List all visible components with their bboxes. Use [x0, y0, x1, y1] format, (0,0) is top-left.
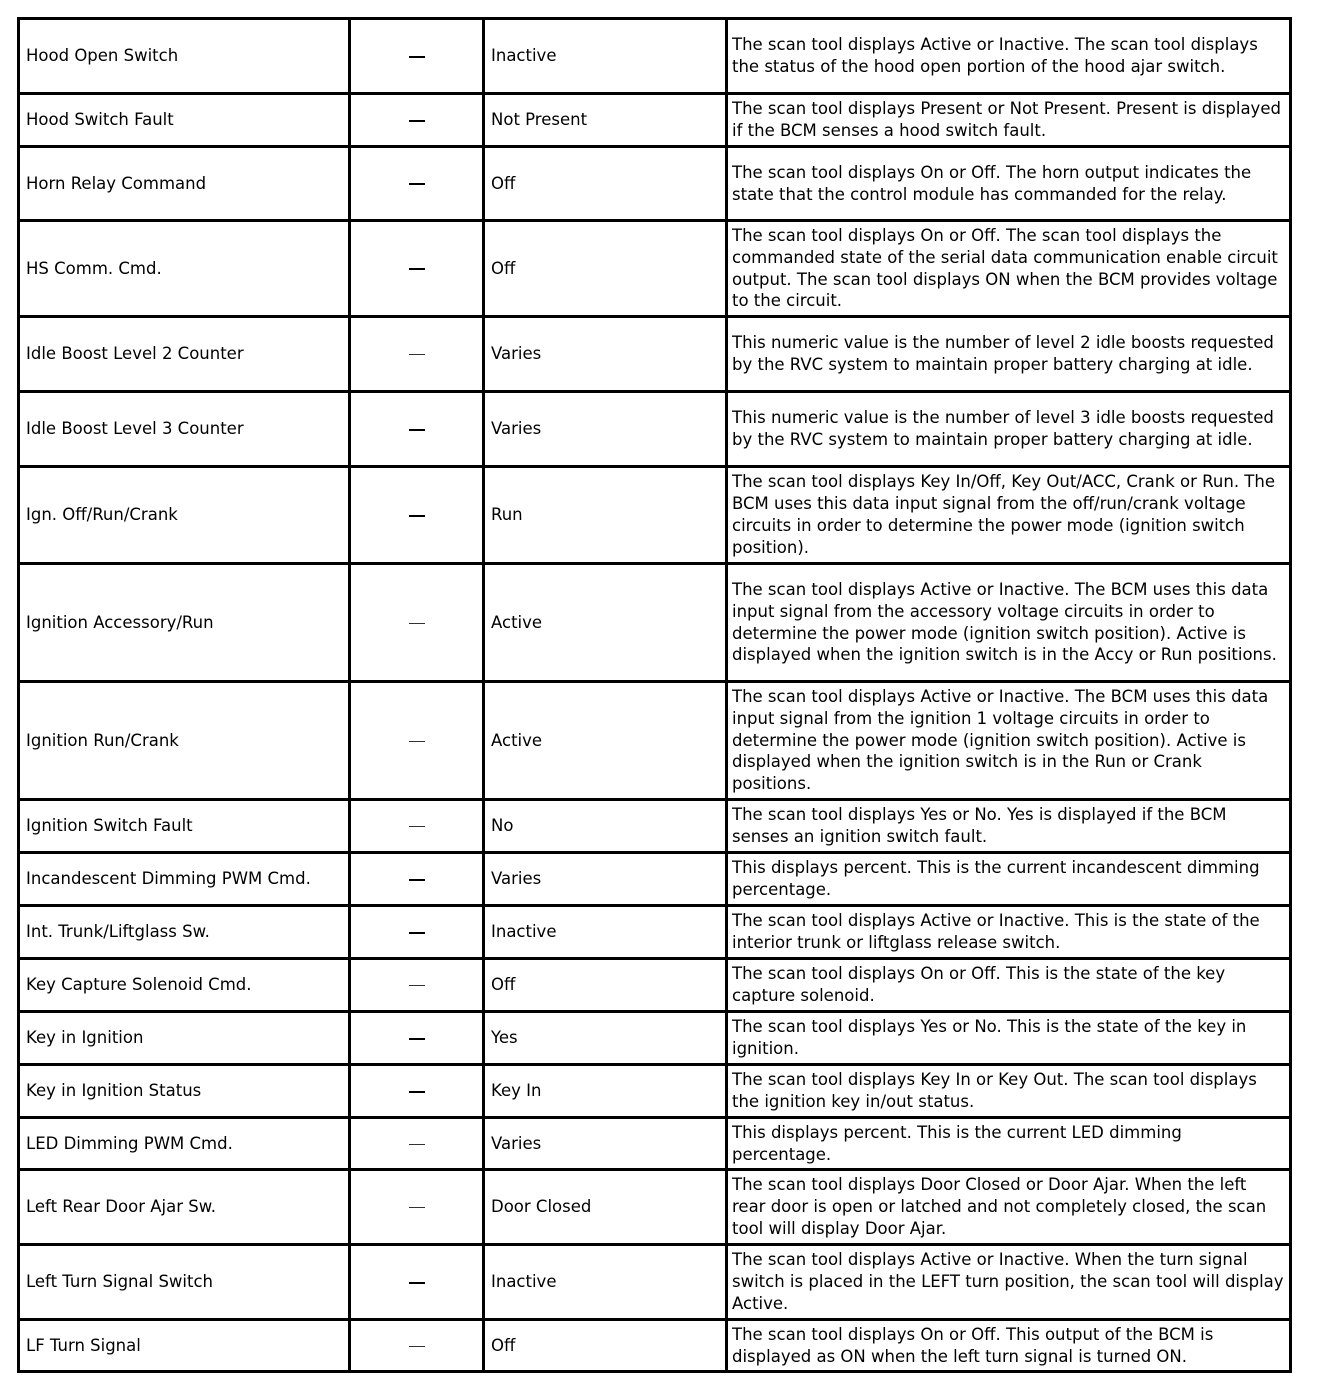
typical-value: Off [484, 221, 727, 317]
dash-icon [409, 1282, 425, 1284]
units-cell [350, 1118, 484, 1170]
parameter-name: LED Dimming PWM Cmd. [19, 1118, 350, 1170]
units-cell [350, 1320, 484, 1372]
description: The scan tool displays Active or Inactive. The scan tool displays the status of the hood open portion of the hood ajar switch. [727, 19, 1291, 94]
typical-value: Run [484, 467, 727, 564]
table-row [19, 1118, 1291, 1170]
typical-value: Yes [484, 1012, 727, 1065]
description: The scan tool displays On or Off. This output of the BCM is displayed as ON when the left turn signal is turned ON. [727, 1320, 1291, 1372]
description: The scan tool displays On or Off. The scan tool displays the commanded state of the serial data communication enable circuit output. The scan tool displays ON when the BCM provides voltage to the circuit. [727, 221, 1291, 317]
description: This numeric value is the number of level 3 idle boosts requested by the RVC system to maintain proper battery charging at idle. [727, 392, 1291, 467]
dash-icon [409, 741, 425, 742]
table-row [19, 1065, 1291, 1118]
description: The scan tool displays Door Closed or Door Ajar. When the left rear door is open or latched and not completely closed, the scan tool will display Door Ajar. [727, 1170, 1291, 1245]
typical-value: Door Closed [484, 1170, 727, 1245]
table-row [19, 1170, 1291, 1245]
description: The scan tool displays Key In/Off, Key Out/ACC, Crank or Run. The BCM uses this data input signal from the off/run/crank voltage circuits in order to determine the power mode (ignition switch position). [727, 467, 1291, 564]
dash-icon [409, 623, 425, 624]
dash-icon [409, 1091, 425, 1093]
parameter-name: Ignition Accessory/Run [19, 564, 350, 682]
description: The scan tool displays Present or Not Present. Present is displayed if the BCM senses a hood switch fault. [727, 94, 1291, 147]
typical-value: Varies [484, 853, 727, 906]
description: The scan tool displays Active or Inactive. The BCM uses this data input signal from the ignition 1 voltage circuits in order to determine the power mode (ignition switch position). Active is displayed when the ignition switch is in the Run or Crank positions. [727, 682, 1291, 800]
units-cell [350, 906, 484, 959]
units-cell [350, 1065, 484, 1118]
typical-value: Off [484, 959, 727, 1012]
description: The scan tool displays Active or Inactive. The BCM uses this data input signal from the accessory voltage circuits in order to determine the power mode (ignition switch position). Active is displayed when the ignition switch is in the Accy or Run positions. [727, 564, 1291, 682]
typical-value: Off [484, 1320, 727, 1372]
typical-value: Varies [484, 1118, 727, 1170]
table-row [19, 906, 1291, 959]
parameter-name: Idle Boost Level 2 Counter [19, 317, 350, 392]
parameter-name: Left Rear Door Ajar Sw. [19, 1170, 350, 1245]
parameter-name: LF Turn Signal [19, 1320, 350, 1372]
parameter-name: Horn Relay Command [19, 147, 350, 221]
parameter-name: Left Turn Signal Switch [19, 1245, 350, 1320]
parameter-name: Key in Ignition Status [19, 1065, 350, 1118]
table-row [19, 1012, 1291, 1065]
dash-icon [409, 879, 425, 881]
units-cell [350, 1012, 484, 1065]
dash-icon [409, 354, 425, 355]
typical-value: Off [484, 147, 727, 221]
table-row [19, 1320, 1291, 1372]
description: The scan tool displays Yes or No. Yes is displayed if the BCM senses an ignition switch fault. [727, 800, 1291, 853]
table-row [19, 682, 1291, 800]
description: The scan tool displays Active or Inactive. When the turn signal switch is placed in the LEFT turn position, the scan tool will display Active. [727, 1245, 1291, 1320]
typical-value: Varies [484, 317, 727, 392]
units-cell [350, 1170, 484, 1245]
table-row [19, 19, 1291, 94]
units-cell [350, 19, 484, 94]
typical-value: Not Present [484, 94, 727, 147]
units-cell [350, 221, 484, 317]
table-row [19, 94, 1291, 147]
dash-icon [409, 268, 425, 270]
parameter-name: HS Comm. Cmd. [19, 221, 350, 317]
dash-icon [409, 183, 425, 185]
table-row [19, 147, 1291, 221]
units-cell [350, 959, 484, 1012]
units-cell [350, 317, 484, 392]
units-cell [350, 147, 484, 221]
table-row [19, 564, 1291, 682]
parameter-name: Key in Ignition [19, 1012, 350, 1065]
typical-value: Inactive [484, 906, 727, 959]
parameter-name: Incandescent Dimming PWM Cmd. [19, 853, 350, 906]
table-row [19, 800, 1291, 853]
table-row [19, 317, 1291, 392]
typical-value: Varies [484, 392, 727, 467]
dash-icon [409, 1144, 425, 1145]
table-row [19, 392, 1291, 467]
units-cell [350, 94, 484, 147]
table-row [19, 853, 1291, 906]
units-cell [350, 392, 484, 467]
typical-value: No [484, 800, 727, 853]
units-cell [350, 467, 484, 564]
table-row [19, 467, 1291, 564]
units-cell [350, 682, 484, 800]
units-cell [350, 1245, 484, 1320]
table-row [19, 221, 1291, 317]
typical-value: Active [484, 564, 727, 682]
typical-value: Active [484, 682, 727, 800]
units-cell [350, 564, 484, 682]
dash-icon [409, 56, 425, 58]
description: The scan tool displays Active or Inactive. This is the state of the interior trunk or liftglass release switch. [727, 906, 1291, 959]
dash-icon [409, 985, 425, 986]
dash-icon [409, 1346, 425, 1347]
dash-icon [409, 1207, 425, 1208]
table-row [19, 959, 1291, 1012]
description: This numeric value is the number of level 2 idle boosts requested by the RVC system to maintain proper battery charging at idle. [727, 317, 1291, 392]
scan-tool-data-table [17, 17, 1292, 1373]
dash-icon [409, 1038, 425, 1040]
parameter-name: Ignition Run/Crank [19, 682, 350, 800]
parameter-name: Ignition Switch Fault [19, 800, 350, 853]
units-cell [350, 853, 484, 906]
description: This displays percent. This is the current incandescent dimming percentage. [727, 853, 1291, 906]
dash-icon [409, 429, 425, 431]
parameter-name: Hood Switch Fault [19, 94, 350, 147]
dash-icon [409, 826, 425, 827]
typical-value: Inactive [484, 1245, 727, 1320]
description: The scan tool displays Key In or Key Out. The scan tool displays the ignition key in/out status. [727, 1065, 1291, 1118]
parameter-name: Hood Open Switch [19, 19, 350, 94]
parameter-name: Ign. Off/Run/Crank [19, 467, 350, 564]
table-body [19, 19, 1291, 1372]
dash-icon [409, 120, 425, 122]
description: The scan tool displays On or Off. This is the state of the key capture solenoid. [727, 959, 1291, 1012]
table-row [19, 1245, 1291, 1320]
units-cell [350, 800, 484, 853]
dash-icon [409, 515, 425, 517]
description: This displays percent. This is the current LED dimming percentage. [727, 1118, 1291, 1170]
parameter-name: Key Capture Solenoid Cmd. [19, 959, 350, 1012]
description: The scan tool displays On or Off. The horn output indicates the state that the control module has commanded for the relay. [727, 147, 1291, 221]
parameter-name: Idle Boost Level 3 Counter [19, 392, 350, 467]
typical-value: Key In [484, 1065, 727, 1118]
parameter-name: Int. Trunk/Liftglass Sw. [19, 906, 350, 959]
description: The scan tool displays Yes or No. This is the state of the key in ignition. [727, 1012, 1291, 1065]
dash-icon [409, 932, 425, 934]
typical-value: Inactive [484, 19, 727, 94]
